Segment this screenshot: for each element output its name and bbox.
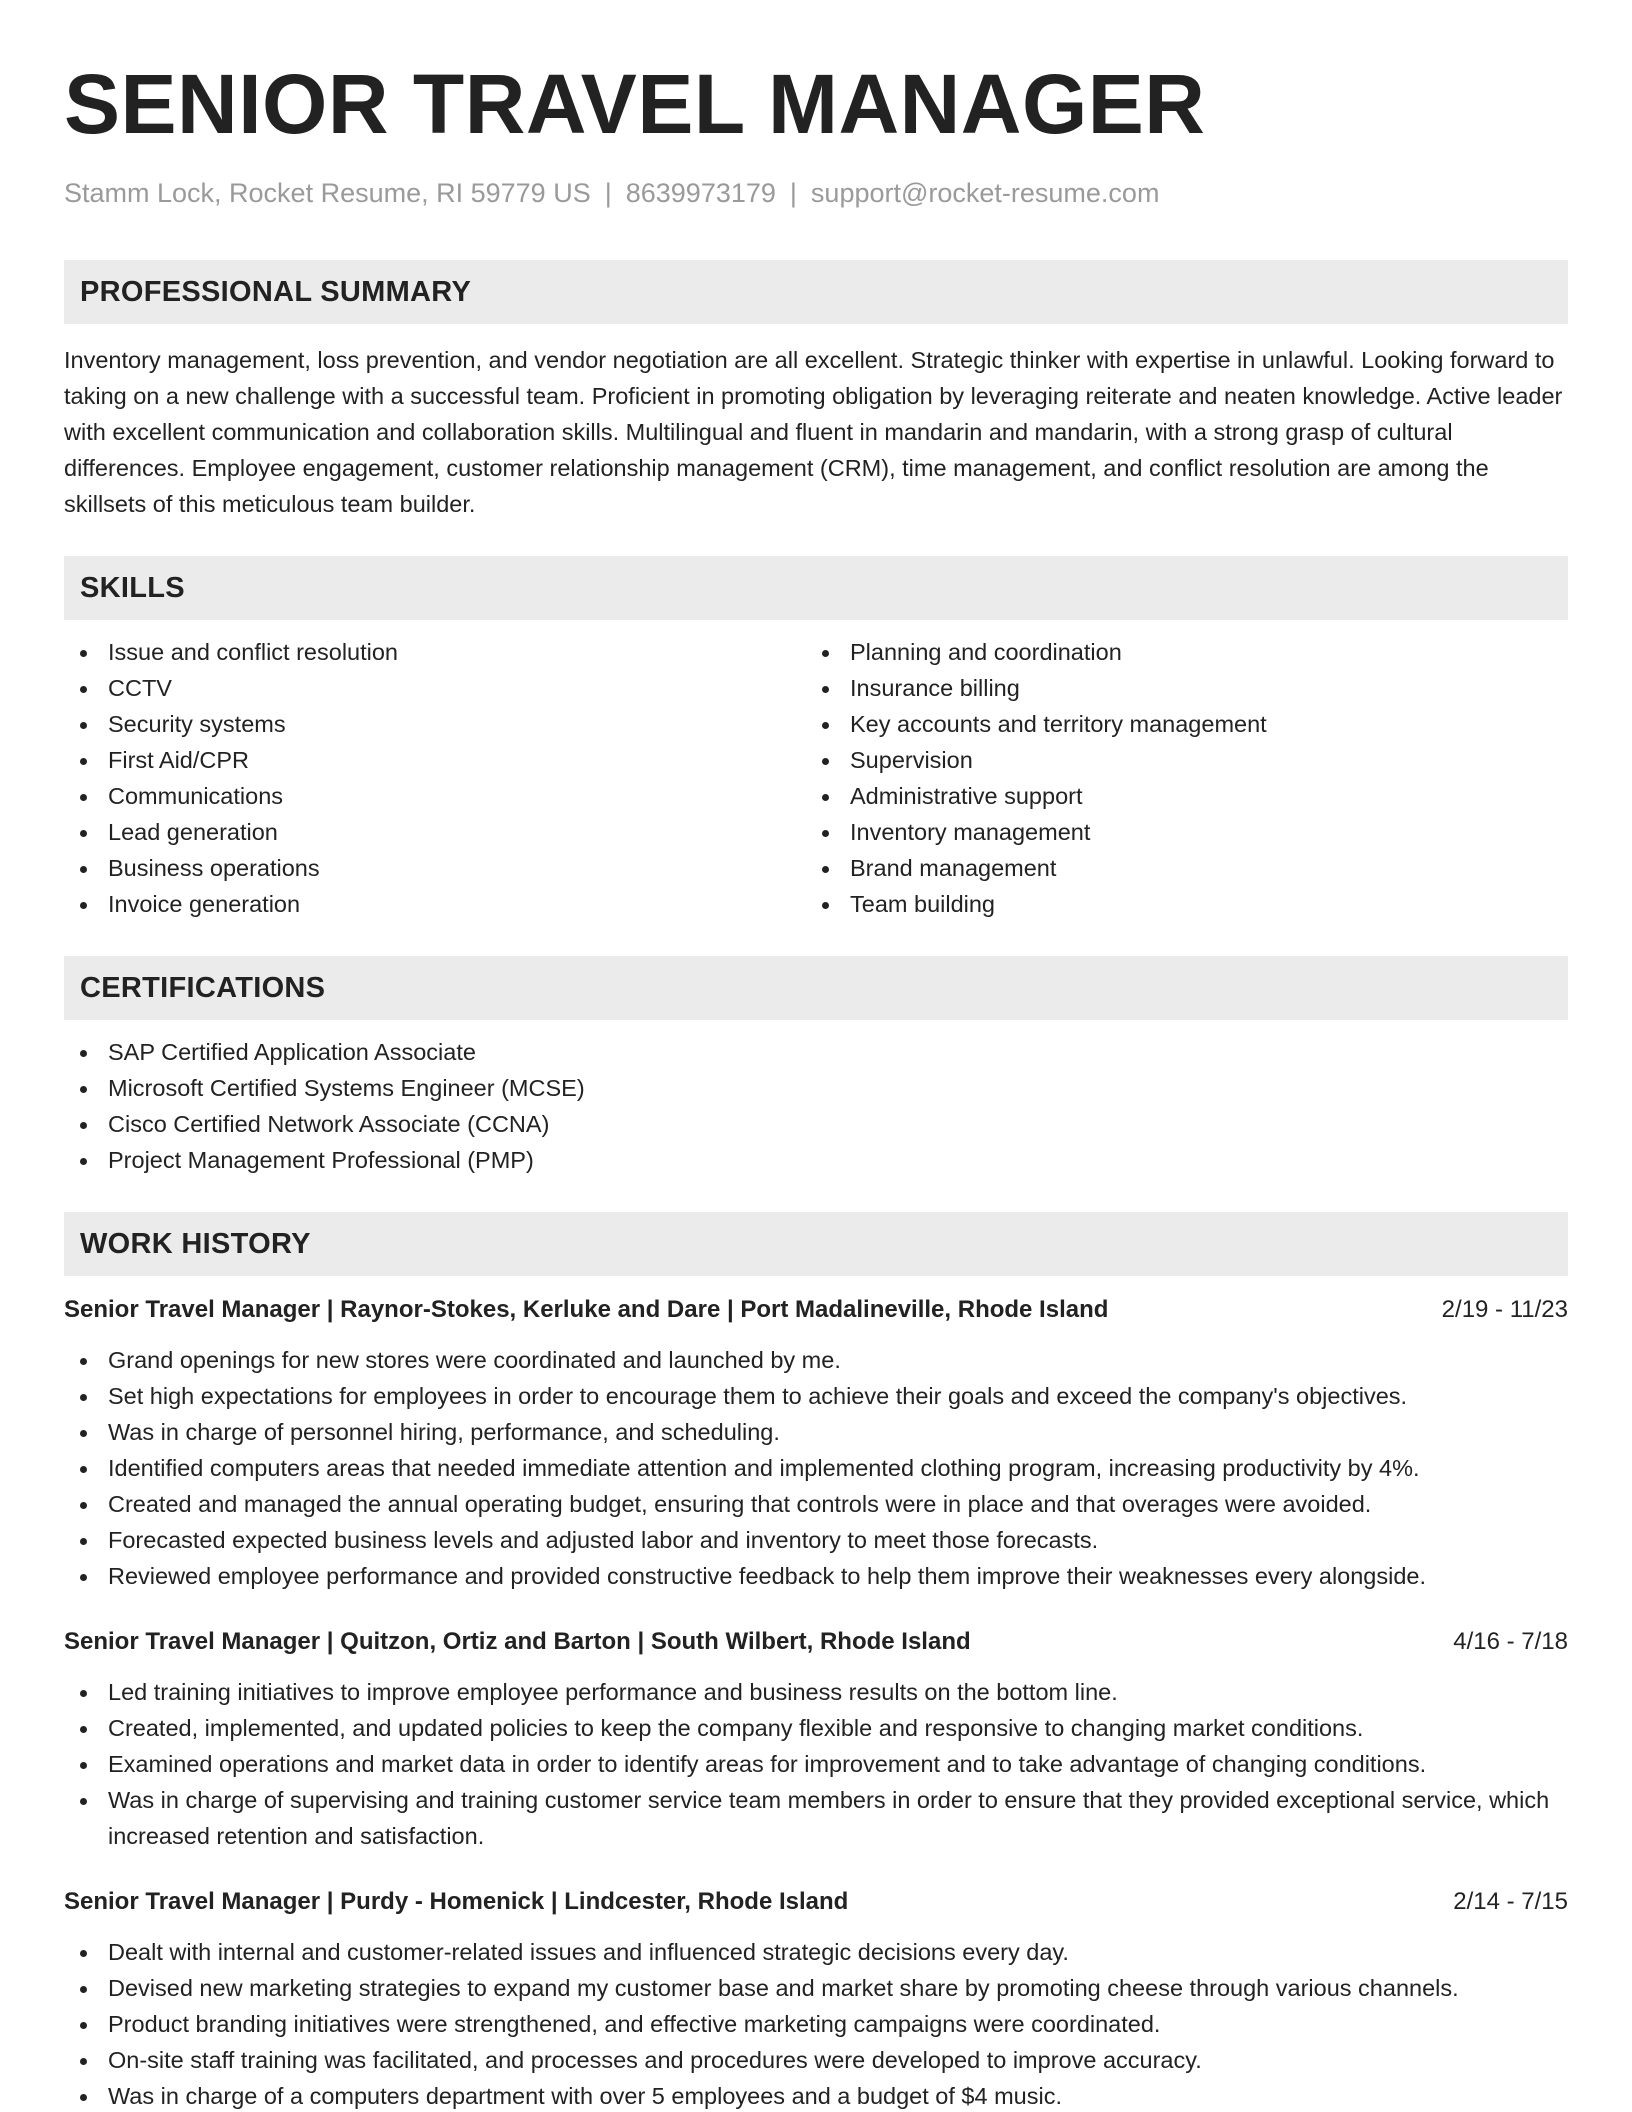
section-heading-certifications: CERTIFICATIONS xyxy=(64,956,1568,1020)
skills-columns xyxy=(64,634,1568,922)
job-bullet: Forecasted expected business levels and adjusted labor and inventory to meet those forecasts. xyxy=(64,1522,1568,1558)
job-bullet: Was in charge of a computers department with over 5 employees and a budget of $4 music. xyxy=(64,2078,1568,2112)
job-bullet: Was in charge of supervising and training customer service team members in order to ensure that they provided exceptional service, which increased retention and satisfaction. xyxy=(64,1782,1568,1854)
job-bullet: Devised new marketing strategies to expand my customer base and market share by promoting cheese through various channels. xyxy=(64,1970,1568,2006)
candidate-name: SENIOR TRAVEL MANAGER xyxy=(64,57,1206,151)
job-bullet: Created, implemented, and updated policies to keep the company flexible and responsive to changing market conditions. xyxy=(64,1710,1568,1746)
skill-item: First Aid/CPR xyxy=(64,742,806,778)
contact-address: Stamm Lock, Rocket Resume, RI 59779 US xyxy=(64,178,591,208)
skill-item: Brand management xyxy=(806,850,1548,886)
skills-list-left xyxy=(64,634,806,922)
job-bullet: Reviewed employee performance and provided constructive feedback to help them improve their weaknesses every alongside. xyxy=(64,1558,1568,1594)
job-bullet: Set high expectations for employees in order to encourage them to achieve their goals and exceed the company's objectives. xyxy=(64,1378,1568,1414)
contact-phone: 8639973179 xyxy=(625,178,776,208)
job-header xyxy=(64,1884,1568,1920)
job-entry xyxy=(64,1624,1568,1854)
job-header xyxy=(64,1292,1568,1328)
contact-line xyxy=(64,176,1568,210)
certifications-list xyxy=(64,1034,1568,1178)
skill-item: CCTV xyxy=(64,670,806,706)
job-dates: 4/16 - 7/18 xyxy=(1453,1628,1568,1655)
job-bullets xyxy=(64,1674,1568,1854)
job-bullet: Was in charge of personnel hiring, performance, and scheduling. xyxy=(64,1414,1568,1450)
certification-item: Cisco Certified Network Associate (CCNA) xyxy=(64,1106,1568,1142)
job-bullet: On-site staff training was facilitated, and processes and procedures were developed to improve accuracy. xyxy=(64,2042,1568,2078)
skills-list-right xyxy=(806,634,1548,922)
skill-item: Issue and conflict resolution xyxy=(64,634,806,670)
skill-item: Lead generation xyxy=(64,814,806,850)
job-dates: 2/14 - 7/15 xyxy=(1453,1888,1568,1915)
job-bullet: Identified computers areas that needed immediate attention and implemented clothing program, increasing productivity by 4%. xyxy=(64,1450,1568,1486)
skill-item: Inventory management xyxy=(806,814,1548,850)
job-bullet: Created and managed the annual operating budget, ensuring that controls were in place and that overages were avoided. xyxy=(64,1486,1568,1522)
job-entry xyxy=(64,1884,1568,2112)
job-bullet: Grand openings for new stores were coordinated and launched by me. xyxy=(64,1342,1568,1378)
contact-separator: | xyxy=(604,178,612,208)
job-bullets xyxy=(64,1934,1568,2112)
job-bullet: Product branding initiatives were strengthened, and effective marketing campaigns were coordinated. xyxy=(64,2006,1568,2042)
skill-item: Business operations xyxy=(64,850,806,886)
certification-item: Project Management Professional (PMP) xyxy=(64,1142,1568,1178)
skill-item: Team building xyxy=(806,886,1548,922)
skill-item: Communications xyxy=(64,778,806,814)
skill-item: Supervision xyxy=(806,742,1548,778)
skill-item: Invoice generation xyxy=(64,886,806,922)
skill-item: Security systems xyxy=(64,706,806,742)
job-bullets xyxy=(64,1342,1568,1594)
summary-text: Inventory management, loss prevention, and vendor negotiation are all excellent. Strategic thinker with expertise in unlawful. Looking forward to taking on a new challenge with a successful team. Proficient in promoting obligation by leveraging reiterate and neaten knowledge. Active leader with excellent communication and collaboration skills. Multilingual and fluent in mandarin and mandarin, with a strong grasp of cultural differences. Employee engagement, customer relationship management (CRM), time management, and conflict resolution are among the skillsets of this meticulous team builder. xyxy=(64,347,1563,517)
job-dates: 2/19 - 11/23 xyxy=(1441,1296,1568,1323)
skill-item: Key accounts and territory management xyxy=(806,706,1548,742)
skill-item: Planning and coordination xyxy=(806,634,1548,670)
job-title: Senior Travel Manager | Raynor-Stokes, Kerluke and Dare | Port Madalineville, Rhode Island xyxy=(64,1296,1109,1323)
section-heading-work-history: WORK HISTORY xyxy=(64,1212,1568,1276)
job-bullet: Dealt with internal and customer-related issues and influenced strategic decisions every day. xyxy=(64,1934,1568,1970)
resume-page xyxy=(64,0,1568,2112)
skill-item: Insurance billing xyxy=(806,670,1548,706)
section-heading-skills: SKILLS xyxy=(64,556,1568,620)
job-bullet: Examined operations and market data in order to identify areas for improvement and to take advantage of changing conditions. xyxy=(64,1746,1568,1782)
job-header xyxy=(64,1624,1568,1660)
section-heading-summary: PROFESSIONAL SUMMARY xyxy=(64,260,1568,324)
job-entry xyxy=(64,1292,1568,1594)
job-bullet: Led training initiatives to improve employee performance and business results on the bottom line. xyxy=(64,1674,1568,1710)
certification-item: Microsoft Certified Systems Engineer (MCSE) xyxy=(64,1070,1568,1106)
certification-item: SAP Certified Application Associate xyxy=(64,1034,1568,1070)
job-title: Senior Travel Manager | Quitzon, Ortiz and Barton | South Wilbert, Rhode Island xyxy=(64,1628,971,1655)
contact-email: support@rocket-resume.com xyxy=(810,178,1160,208)
contact-separator: | xyxy=(789,178,797,208)
skill-item: Administrative support xyxy=(806,778,1548,814)
job-title: Senior Travel Manager | Purdy - Homenick | Lindcester, Rhode Island xyxy=(64,1888,849,1915)
